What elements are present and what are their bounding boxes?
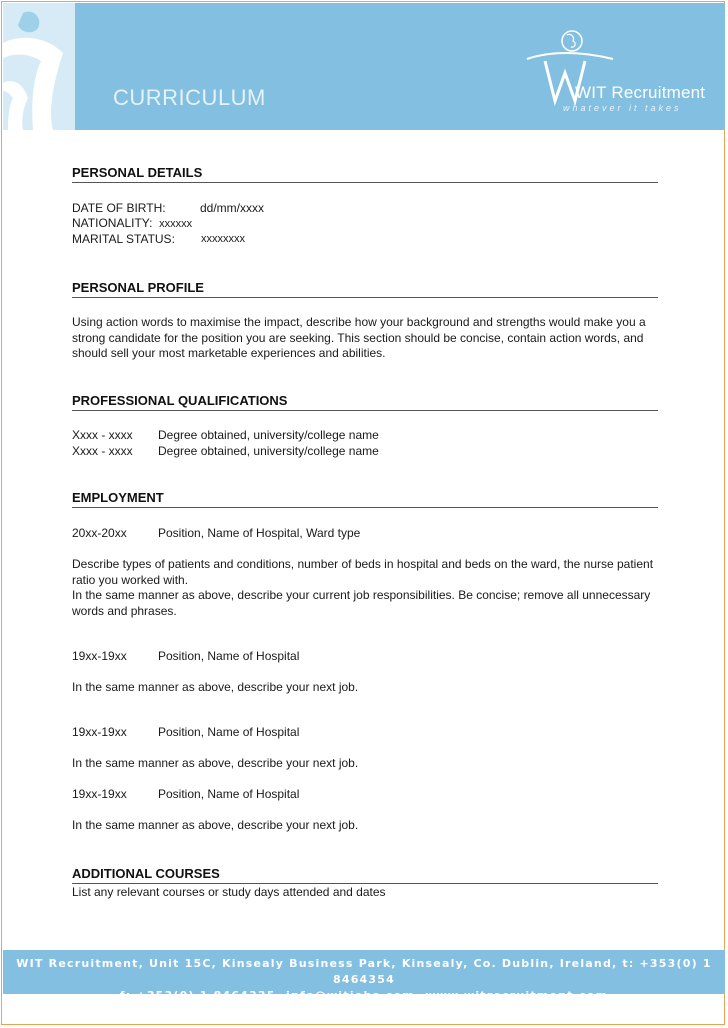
job-description: In the same manner as above, describe your current job responsibilities. Be concise; remove all unnecessary words and phrases. (72, 588, 651, 618)
document-title: CURRICULUM (113, 85, 266, 110)
employment-heading: EMPLOYMENT (72, 490, 658, 508)
personal-details-heading: PERSONAL DETAILS (72, 165, 658, 183)
job-title: Position, Name of Hospital (158, 787, 300, 801)
decorative-swoosh-graphic (3, 3, 75, 130)
marital-label: MARITAL STATUS: (72, 232, 175, 246)
courses-heading: ADDITIONAL COURSES (72, 866, 658, 884)
job-dates: 20xx-20xx (72, 526, 127, 540)
job-description: In the same manner as above, describe your next job. (72, 756, 359, 770)
marital-value: xxxxxxxx (201, 233, 245, 245)
logo-wordmark: WIT Recruitment (575, 83, 706, 102)
job-description: In the same manner as above, describe your next job. (72, 680, 359, 694)
dob-row (72, 201, 166, 215)
job-title: Position, Name of Hospital, Ward type (158, 526, 361, 540)
qualifications-heading: PROFESSIONAL QUALIFICATIONS (72, 393, 658, 411)
job-description: Describe types of patients and conditions, number of beds in hospital and beds on the ward, the nurse patient ratio you worked with. (72, 557, 654, 587)
footer-contact: f: +353(0) 1 8464335, info@witjobs.com, www.witrecruitment.com (119, 989, 609, 1002)
footer-contact-banner (3, 950, 725, 1002)
logo-tagline: whatever it takes (563, 103, 682, 113)
job-description: In the same manner as above, describe your next job. (72, 818, 359, 832)
nationality-label: NATIONALITY: (72, 216, 153, 230)
nationality-row (72, 216, 192, 230)
job-title: Position, Name of Hospital (158, 725, 300, 739)
job-dates: 19xx-19xx (72, 787, 127, 801)
footer-address: WIT Recruitment, Unit 15C, Kinsealy Business Park, Kinsealy, Co. Dublin, Ireland, t: +353(0) 1 8464354 (16, 957, 712, 986)
dob-label: DATE OF BIRTH: (72, 201, 166, 215)
qualification-dates: Xxxx - xxxx (72, 428, 133, 442)
job-dates: 19xx-19xx (72, 649, 127, 663)
personal-profile-heading: PERSONAL PROFILE (72, 280, 658, 298)
personal-profile-text: Using action words to maximise the impact, describe how your background and strengths would make you a strong candidate for the position you are seeking. This section should be concise, contain action words, and should sell your most marketable experiences and abilities. (72, 315, 646, 360)
qualification-dates: Xxxx - xxxx (72, 444, 133, 458)
courses-text: List any relevant courses or study days attended and dates (72, 885, 386, 899)
qualification-desc: Degree obtained, university/college name (158, 428, 379, 442)
dob-value: dd/mm/xxxx (200, 201, 265, 215)
nationality-value: xxxxxx (159, 218, 193, 230)
job-dates: 19xx-19xx (72, 725, 127, 739)
header-banner (3, 3, 725, 130)
qualification-desc: Degree obtained, university/college name (158, 444, 379, 458)
job-title: Position, Name of Hospital (158, 649, 300, 663)
